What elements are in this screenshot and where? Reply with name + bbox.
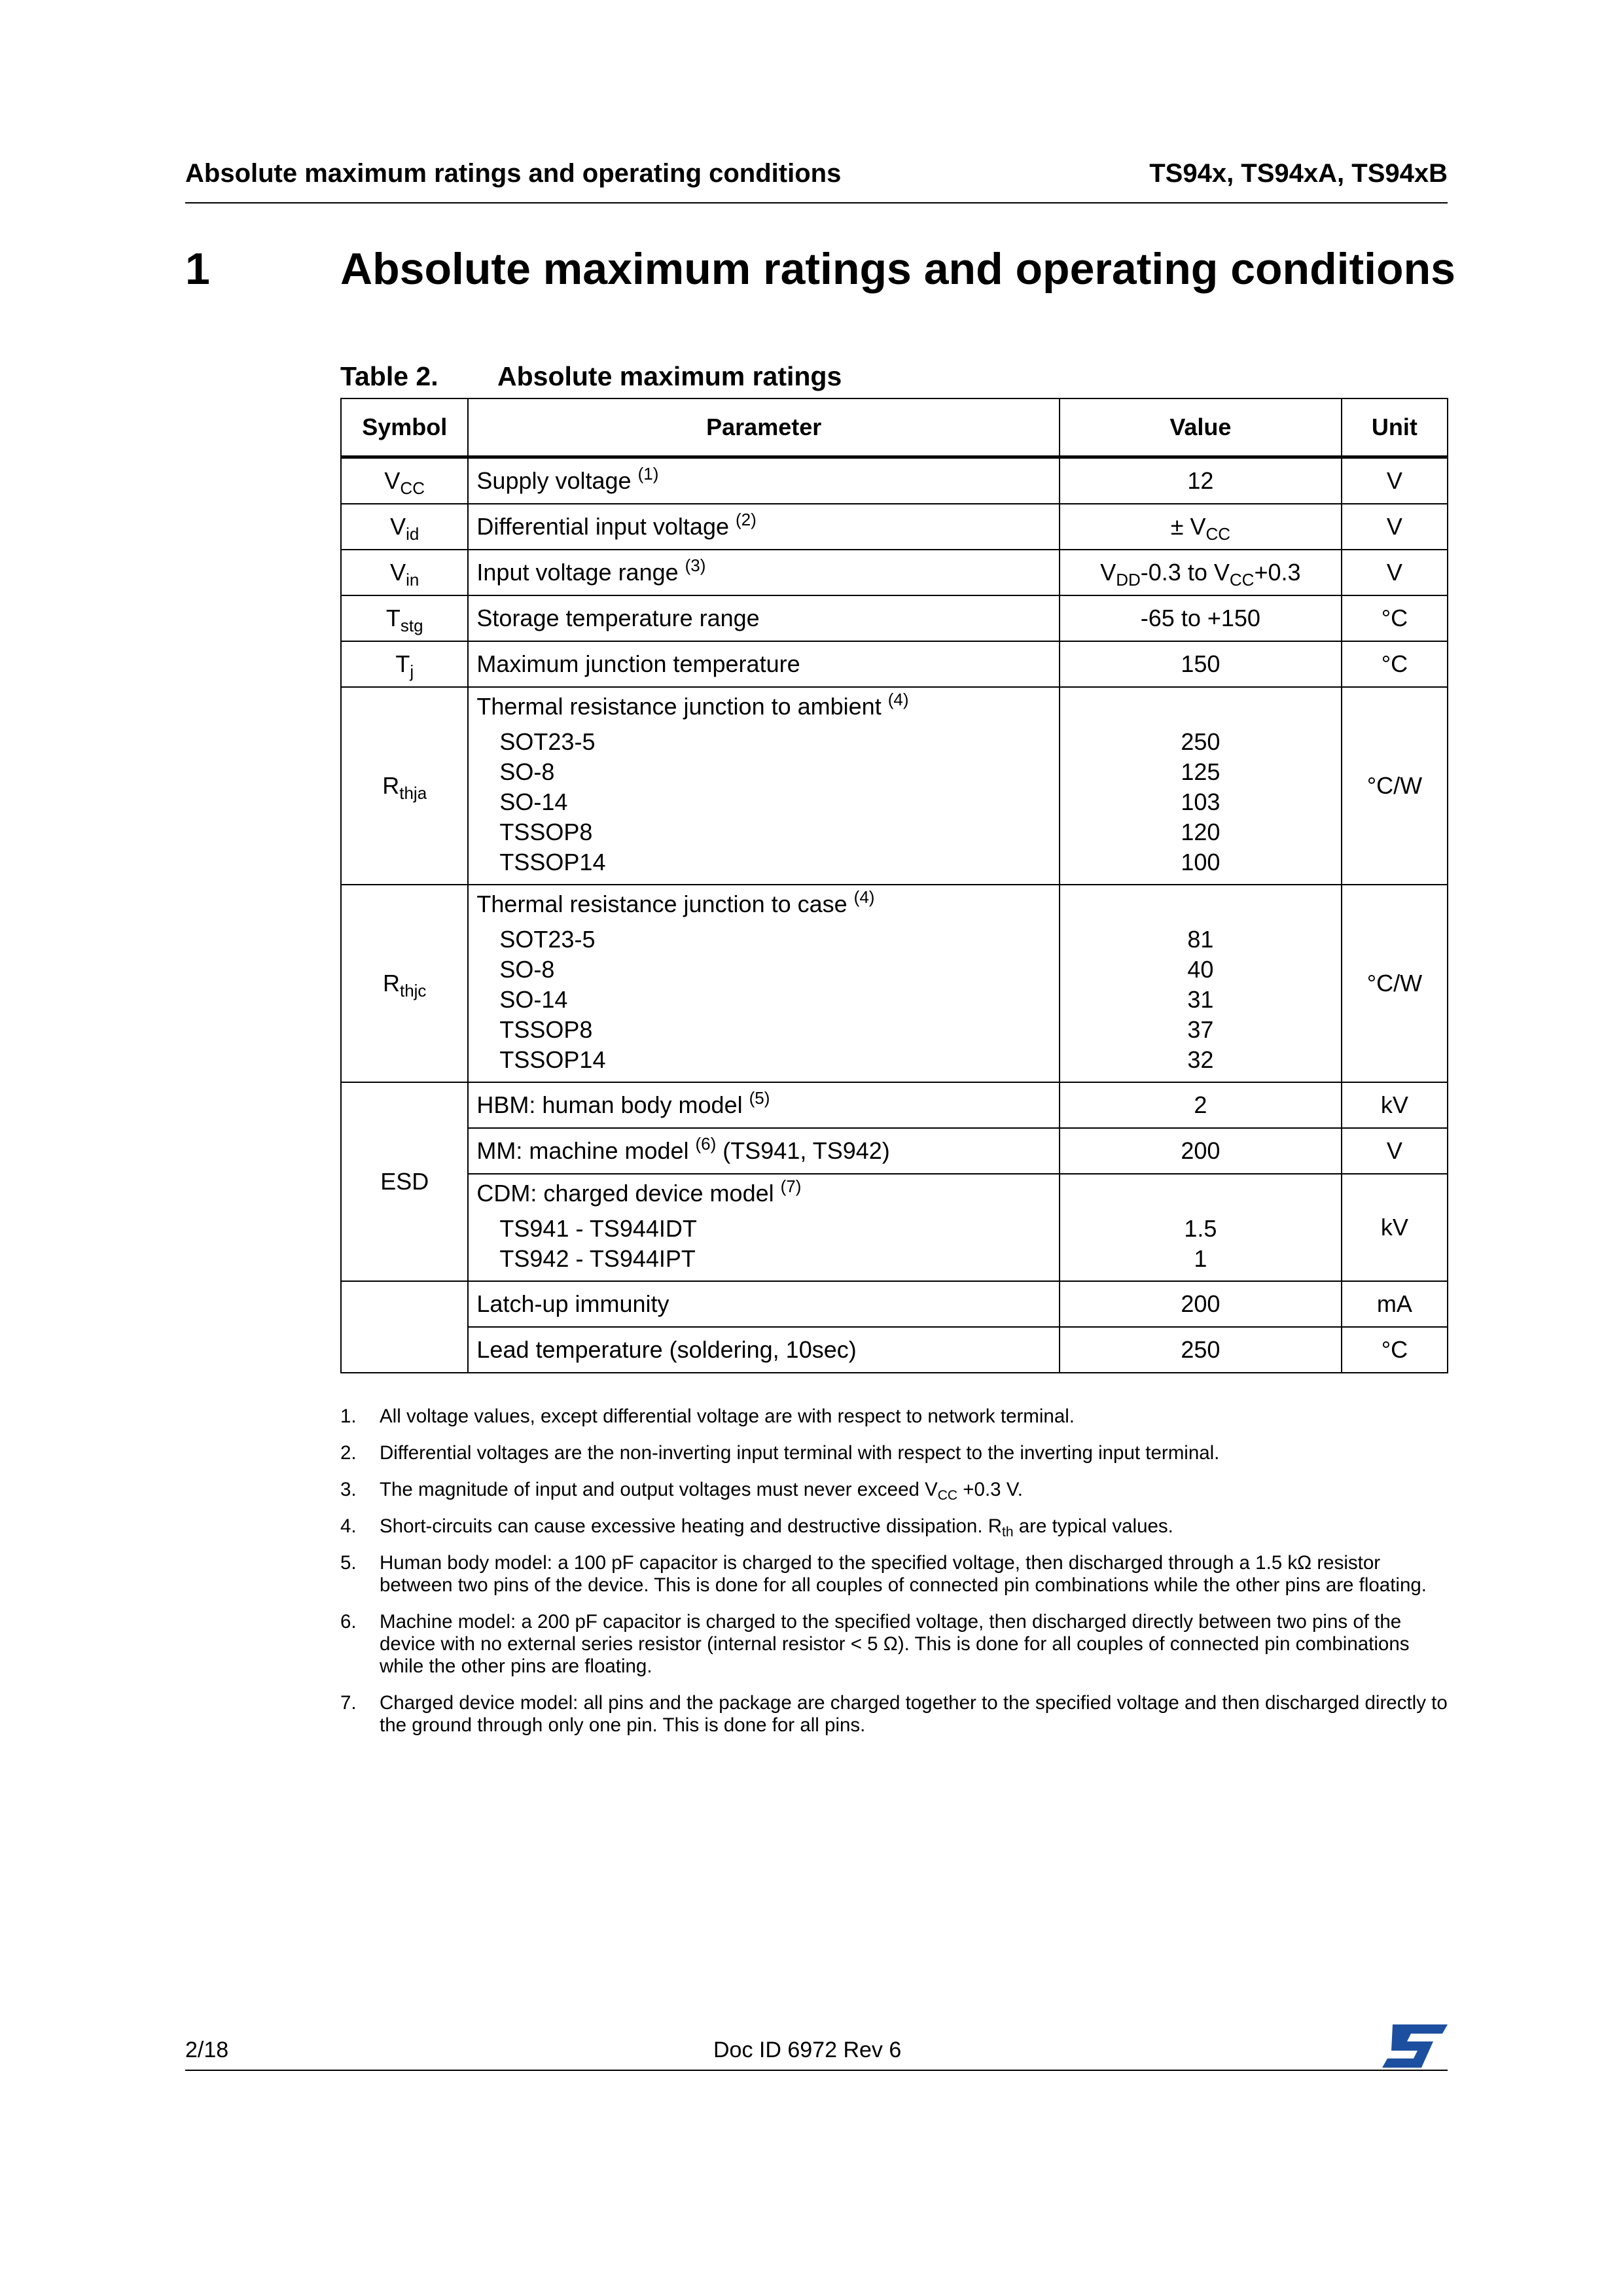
footnote-ref: (7) — [780, 1176, 802, 1196]
unit-cell: °C — [1342, 641, 1448, 687]
package-name: SOT23-5 — [499, 926, 596, 953]
parameter-cell: HBM: human body model $^{(5)}$ — [468, 1082, 1060, 1128]
symbol-cell: $R_{thja}$ — [341, 687, 468, 885]
footnote: 4. Short-circuits can cause excessive heating and destructive dissipation. $R_{th}$ are typical values. — [340, 1515, 1173, 1540]
value-cell: -65 to +150 — [1060, 595, 1342, 641]
footnote: 2. Differential voltages are the non-inverting input terminal with respect to the inverting input terminal. — [340, 1442, 1220, 1464]
package-name: TSSOP8 — [499, 1016, 593, 1043]
parameter-cell: CDM: charged device model $^{(7)}$ TS941 - TS944IDT TS942 - TS944IPT — [468, 1174, 1060, 1281]
value-cell: $V_{DD}-0.3$ to $V_{CC}+0.3$ — [1060, 550, 1342, 595]
footnote-ref: (5) — [749, 1088, 770, 1108]
parameter-cell: MM: machine model $^{(6)}$ (TS941, TS942) — [468, 1128, 1060, 1174]
package-name: SO-8 — [499, 956, 555, 983]
package-name: SOT23-5 — [499, 728, 596, 755]
footnote: 6. Machine model: a 200 pF capacitor is charged to the specified voltage, then discharged directly between two pins of the device with no external series resistor (internal resistor < 5 Ω). This is done for all couples of connected pin combinations while the other pins are floating. — [340, 1611, 1410, 1677]
symbol-cell: $V_{in}$ — [341, 550, 468, 595]
section-title: Absolute maximum ratings and operating conditions — [340, 244, 1455, 294]
footnote: 3. The magnitude of input and output voltages must never exceed $V_{CC} +0.3$ V. — [340, 1479, 1023, 1503]
value-cell: 200 — [1060, 1281, 1342, 1327]
parameter-cell: Latch-up immunity — [468, 1281, 1060, 1327]
package-name: TSSOP8 — [499, 819, 593, 845]
package-name: TSSOP14 — [499, 849, 606, 875]
table-footnotes — [340, 1405, 1453, 1751]
device-name: TS942 - TS944IPT — [499, 1245, 696, 1272]
parameter-cell: Maximum junction temperature — [468, 641, 1060, 687]
device-name: TS941 - TS944IDT — [499, 1215, 697, 1242]
unit-cell: kV — [1342, 1174, 1448, 1281]
header-value: Value — [1060, 398, 1342, 457]
package-name: SO-8 — [499, 758, 555, 785]
header-symbol: Symbol — [341, 398, 468, 457]
table-row — [341, 457, 1448, 504]
footnote-ref: (6) — [695, 1134, 717, 1154]
table-row — [341, 504, 1448, 550]
parameter-cell: Input voltage range $^{(3)}$ — [468, 550, 1060, 595]
section-number: 1 — [185, 244, 210, 294]
symbol-cell: $V_{CC}$ — [341, 457, 468, 504]
parameter-cell: Differential input voltage $^{(2)}$ — [468, 504, 1060, 550]
table-row — [341, 641, 1448, 687]
symbol-cell: $T_{stg}$ — [341, 595, 468, 641]
table-row — [341, 1082, 1448, 1128]
value-cell: 200 — [1060, 1128, 1342, 1174]
st-logo-icon — [1382, 2024, 1448, 2071]
value-cell: 12 — [1060, 457, 1342, 504]
header-parameter: Parameter — [468, 398, 1060, 457]
table-caption-text: Absolute maximum ratings — [497, 361, 842, 391]
symbol-cell: $R_{thjc}$ — [341, 885, 468, 1082]
unit-cell: mA — [1342, 1281, 1448, 1327]
table-row — [341, 1128, 1448, 1174]
unit-cell: kV — [1342, 1082, 1448, 1128]
package-name: TSSOP14 — [499, 1046, 606, 1073]
footnote-ref: (2) — [735, 510, 757, 529]
table-header-row — [341, 398, 1448, 457]
unit-cell: V — [1342, 550, 1448, 595]
value-cell: 250 — [1060, 1327, 1342, 1373]
unit-cell: °C — [1342, 1327, 1448, 1373]
document-id: Doc ID 6972 Rev 6 — [713, 2038, 902, 2062]
footnote: 1. All voltage values, except differential voltage are with respect to network terminal. — [340, 1405, 1075, 1427]
package-name: SO-14 — [499, 788, 568, 815]
table-row — [341, 687, 1448, 885]
page-number: 2/18 — [185, 2038, 229, 2062]
value-cell: 250 125 103 120 100 — [1060, 687, 1342, 885]
table-row — [341, 550, 1448, 595]
value-cell: 150 — [1060, 641, 1342, 687]
absolute-maximum-ratings-table — [340, 398, 1448, 1373]
header-unit: Unit — [1342, 398, 1448, 457]
footer-rule — [185, 2070, 1448, 2071]
table-row — [341, 595, 1448, 641]
parameter-cell: Supply voltage $^{(1)}$ — [468, 457, 1060, 504]
running-header-title: Absolute maximum ratings and operating conditions — [185, 159, 842, 188]
unit-cell: V — [1342, 504, 1448, 550]
device-list — [476, 1214, 1051, 1274]
header-rule — [185, 202, 1448, 203]
table-row — [341, 1174, 1448, 1281]
footnote: 7. Charged device model: all pins and the package are charged together to the specified voltage and then discharged directly to the ground through only one pin. This is done for all pins. — [340, 1692, 1448, 1736]
value-cell: ± $V_{CC}$ — [1060, 504, 1342, 550]
symbol-cell: ESD — [341, 1082, 468, 1281]
parameter-cell: Storage temperature range — [468, 595, 1060, 641]
footnote: 5. Human body model: a 100 pF capacitor is charged to the specified voltage, then discharged through a 1.5 kΩ resistor between two pins of the device. This is done for all couples of connected pin combinations while the other pins are floating. — [340, 1552, 1427, 1596]
unit-cell: °C/W — [1342, 687, 1448, 885]
value-cell: 1.5 1 — [1060, 1174, 1342, 1281]
package-list — [476, 925, 1051, 1075]
running-header-part-numbers: TS94x, TS94xA, TS94xB — [1149, 159, 1448, 188]
footnote-ref: (3) — [685, 556, 706, 575]
unit-cell: V — [1342, 457, 1448, 504]
symbol-cell: $V_{id}$ — [341, 504, 468, 550]
parameter-cell: Thermal resistance junction to case $^{(4)}$ SOT23-5 SO-8 SO-14 TSSOP8 TSSOP14 — [468, 885, 1060, 1082]
symbol-cell — [341, 1281, 468, 1373]
symbol-cell: $T_j$ — [341, 641, 468, 687]
footnote-ref: (4) — [853, 887, 875, 907]
parameter-cell: Thermal resistance junction to ambient $^{(4)}$ SOT23-5 SO-8 SO-14 TSSOP8 TSSOP14 — [468, 687, 1060, 885]
table-row — [341, 885, 1448, 1082]
table-row — [341, 1281, 1448, 1327]
footnote-ref: (4) — [887, 690, 909, 709]
unit-cell: °C/W — [1342, 885, 1448, 1082]
value-cell: 81 40 31 37 32 — [1060, 885, 1342, 1082]
value-cell: 2 — [1060, 1082, 1342, 1128]
table-row — [341, 1327, 1448, 1373]
unit-cell: V — [1342, 1128, 1448, 1174]
package-list — [476, 727, 1051, 877]
footnote-ref: (1) — [637, 464, 659, 484]
package-name: SO-14 — [499, 986, 568, 1013]
parameter-cell: Lead temperature (soldering, 10sec) — [468, 1327, 1060, 1373]
unit-cell: °C — [1342, 595, 1448, 641]
table-caption-label: Table 2. — [340, 361, 438, 391]
